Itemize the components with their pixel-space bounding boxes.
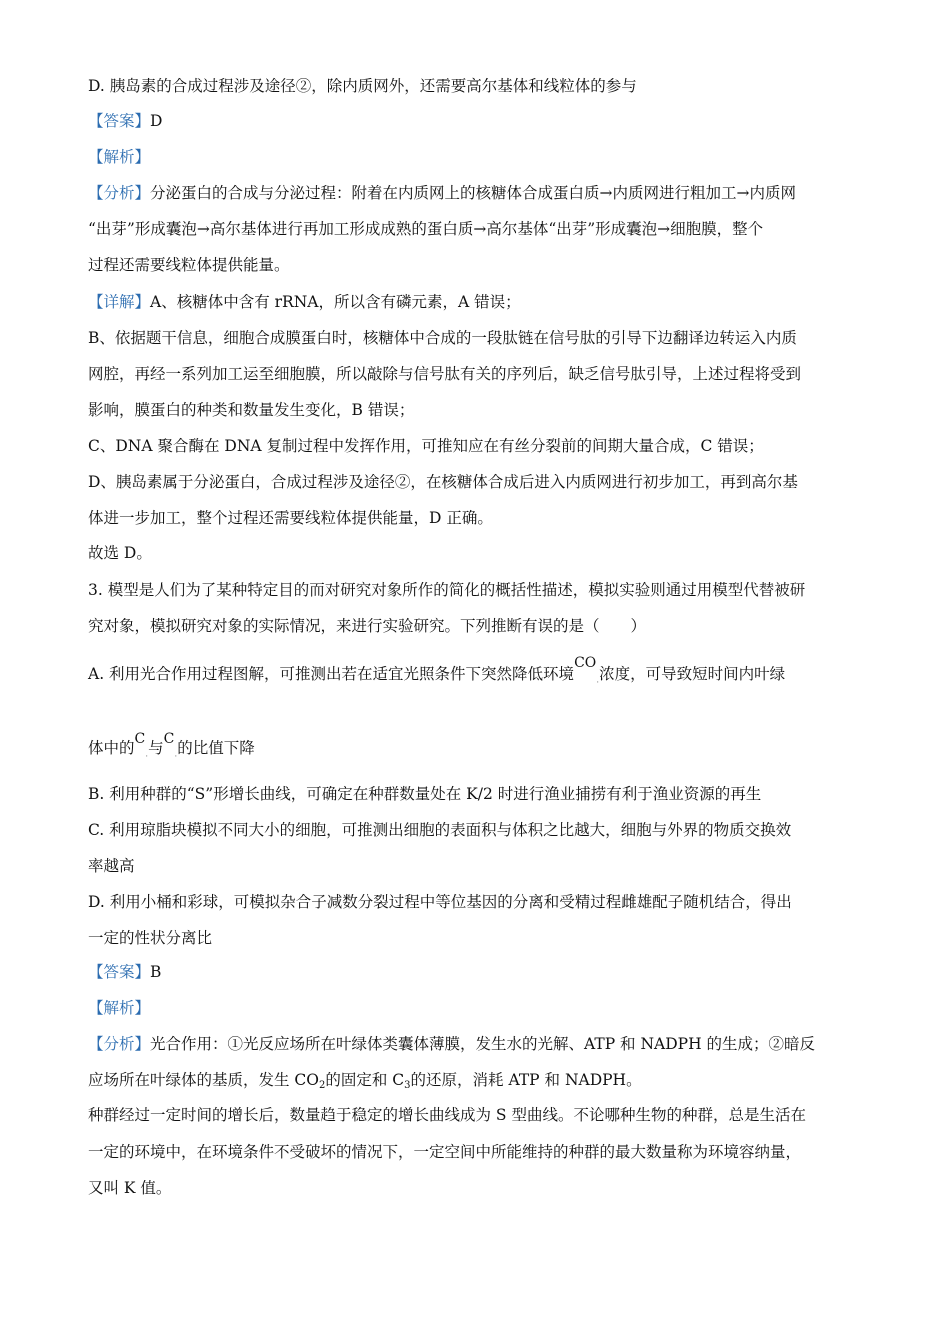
text-line: 过程还需要线粒体提供能量。 <box>88 256 290 274</box>
c-formula-2: C <box>163 731 175 747</box>
analysis-heading <box>88 998 150 1018</box>
option-a-line <box>88 655 786 693</box>
text-line: 影响，膜蛋白的种类和数量发生变化，B 错误； <box>88 401 415 419</box>
answer-tag: 【答案】 <box>88 963 151 981</box>
text-line: 率越高 <box>88 857 135 875</box>
text-line: 又叫 K 值。 <box>88 1179 172 1197</box>
text-line <box>88 1070 642 1096</box>
detail-text: A、核糖体中含有 rRNA，所以含有磷元素，A 错误； <box>150 293 521 311</box>
option-d-line-2: D. 利用小桶和彩球，可模拟杂合子减数分裂过程中等位基因的分离和受精过程雌雄配子随机结合，得出 <box>88 893 792 911</box>
option-a-text-5: 的比值下降 <box>177 739 255 757</box>
text-line: 体进一步加工，整个过程还需要线粒体提供能量，D 正确。 <box>88 509 493 527</box>
option-a-text-4: 与 <box>148 739 164 757</box>
option-c-line: C. 利用琼脂块模拟不同大小的细胞，可推测出细胞的表面积与体积之比越大，细胞与外界的物质交换效 <box>88 821 792 839</box>
question-3-stem: 3. 模型是人们为了某种特定目的而对研究对象所作的简化的概括性描述，模拟实验则通过用模型代替被研 <box>88 581 806 599</box>
text-line: 种群经过一定时间的增长后，数量趋于稳定的增长曲线成为 S 型曲线。不论哪种生物的种群，总是生活在 <box>88 1106 806 1124</box>
option-a-text-2: 浓度，可导致短时间内叶绿 <box>599 665 786 683</box>
option-a-text: A. 利用光合作用过程图解，可推测出若在适宜光照条件下突然降低环境 <box>88 665 575 683</box>
text-line: 网腔，再经一系列加工运至细胞膜，所以敲除与信号肽有关的序列后，缺乏信号肽引导，上述过程将受到 <box>88 365 802 383</box>
fenxi-text: 光合作用：①光反应场所在叶绿体类囊体薄膜，发生水的光解、ATP 和 NADPH 的生成；②暗反 <box>150 1035 816 1053</box>
option-d-line: D. 胰岛素的合成过程涉及途径②，除内质网外，还需要高尔基体和线粒体的参与 <box>88 77 637 95</box>
text-line: “出芽”形成囊泡→高尔基体进行再加工形成成熟的蛋白质→高尔基体“出芽”形成囊泡→细胞膜，整个 <box>88 220 764 238</box>
answer-value: B <box>150 963 162 981</box>
text-line: 一定的性状分离比 <box>88 929 213 947</box>
answer-line <box>88 111 162 131</box>
text-line: C、DNA 聚合酶在 DNA 复制过程中发挥作用，可推知应在有丝分裂前的间期大量合成，C 错误； <box>88 437 764 455</box>
text-line: D、胰岛素属于分泌蛋白，合成过程涉及途径②，在核糖体合成后进入内质网进行初步加工，再到高尔基 <box>88 473 798 491</box>
option-a-line-2 <box>88 731 255 767</box>
fenxi-tag: 【分析】 <box>88 1035 151 1053</box>
detail-tag: 【详解】 <box>88 293 151 311</box>
text-part: 的固定和 C <box>325 1071 405 1089</box>
analysis-line <box>88 1034 815 1054</box>
answer-line <box>88 962 161 982</box>
text-line: B、依据题干信息，细胞合成膜蛋白时，核糖体中合成的一段肽链在信号肽的引导下边翻译边转运入内质 <box>88 329 797 347</box>
c-formula-1: C <box>134 731 146 747</box>
co2-formula: CO <box>574 655 597 671</box>
analysis-tag: 【解析】 <box>88 148 151 166</box>
subscript: 2 <box>319 1080 326 1091</box>
analysis-line <box>88 183 796 203</box>
answer-value: D <box>150 112 163 130</box>
text-part: 的还原，消耗 ATP 和 NADPH。 <box>410 1071 642 1089</box>
formula-subscript-placeholder: · <box>174 752 178 762</box>
detail-line <box>88 292 521 312</box>
option-a-text-3: 体中的 <box>88 739 135 757</box>
analysis-heading <box>88 147 150 167</box>
text-line: 一定的环境中，在环境条件不受破坏的情况下，一定空间中所能维持的种群的最大数量称为环境容纳量， <box>88 1143 802 1161</box>
text-line: 究对象，模拟研究对象的实际情况，来进行实验研究。下列推断有误的是（ ） <box>88 617 647 635</box>
formula-subscript-placeholder: · <box>596 678 600 688</box>
text-part: 应场所在叶绿体的基质，发生 CO <box>88 1071 319 1089</box>
fenxi-tag: 【分析】 <box>88 184 151 202</box>
fenxi-text: 分泌蛋白的合成与分泌过程：附着在内质网上的核糖体合成蛋白质→内质网进行粗加工→内质网 <box>150 184 796 202</box>
analysis-tag: 【解析】 <box>88 999 151 1017</box>
subscript: 3 <box>404 1080 411 1091</box>
formula-subscript-placeholder: · <box>145 752 149 762</box>
option-b-line: B. 利用种群的“S”形增长曲线，可确定在种群数量处在 K/2 时进行渔业捕捞有利于渔业资源的再生 <box>88 785 762 803</box>
answer-tag: 【答案】 <box>88 112 151 130</box>
conclusion-line: 故选 D。 <box>88 544 152 562</box>
